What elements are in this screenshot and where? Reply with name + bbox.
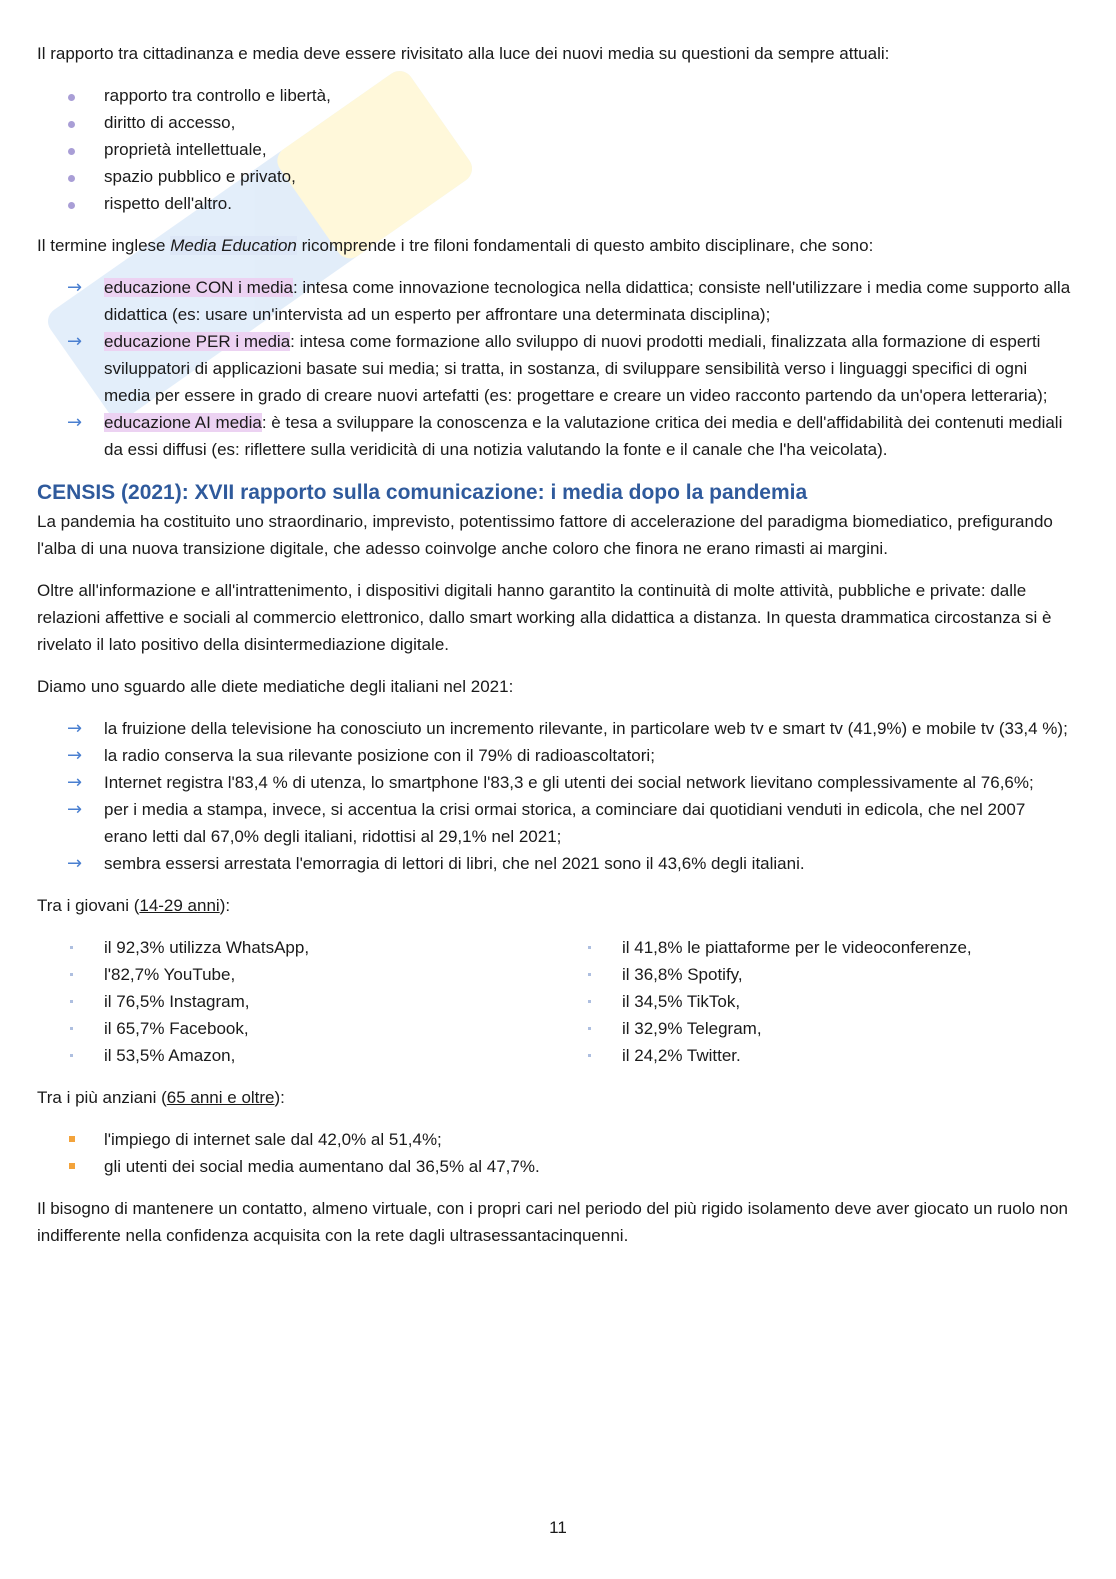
list-item: → Internet registra l'83,4 % di utenza, lo smartphone l'83,3 e gli utenti dei social network lievitano complessivamente al 76,6%; bbox=[37, 769, 1073, 796]
diete-list bbox=[37, 715, 1073, 877]
list-item: il 53,5% Amazon, bbox=[37, 1042, 555, 1069]
list-item: gli utenti dei social media aumentano dal 36,5% al 47,7%. bbox=[37, 1153, 1073, 1180]
arrow-right-icon: → bbox=[67, 331, 83, 352]
list-item: il 65,7% Facebook, bbox=[37, 1015, 555, 1042]
list-item: → educazione CON i media: intesa come innovazione tecnologica nella didattica; consiste nell'utilizzare i media come supporto alla didattica (es: usare un'intervista ad un esperto per affrontare una determinata disciplina); bbox=[37, 274, 1073, 328]
list-item: l'82,7% YouTube, bbox=[37, 961, 555, 988]
arrow-right-icon: → bbox=[67, 718, 83, 739]
arrow-right-icon: → bbox=[67, 745, 83, 766]
document-page bbox=[37, 40, 1073, 1264]
list-item: il 92,3% utilizza WhatsApp, bbox=[37, 934, 555, 961]
list-item: → la fruizione della televisione ha conosciuto un incremento rilevante, in particolare web tv e smart tv (41,9%) e mobile tv (33,4 %); bbox=[37, 715, 1073, 742]
arrow-right-icon: → bbox=[67, 412, 83, 433]
media-education-term: Media Education bbox=[170, 236, 297, 255]
giovani-columns bbox=[37, 934, 1073, 1069]
paragraph: La pandemia ha costituito uno straordinario, imprevisto, potentissimo fattore di accelerazione del paradigma biomediatico, prefigurando l'alba di una nuova transizione digitale, che adesso coinvolge anche coloro che finora ne erano rimasti ai margini. bbox=[37, 512, 1053, 558]
list-item: rapporto tra controllo e libertà, bbox=[37, 82, 1073, 109]
media-education-paragraph: Il termine inglese Media Education ricomprende i tre filoni fondamentali di questo ambito disciplinare, che sono: bbox=[37, 236, 874, 255]
arrow-right-icon: → bbox=[67, 277, 83, 298]
page-number: 11 bbox=[549, 1518, 567, 1537]
paragraph: Diamo uno sguardo alle diete mediatiche degli italiani nel 2021: bbox=[37, 677, 514, 696]
anziani-intro: Tra i più anziani (65 anni e oltre): bbox=[37, 1088, 285, 1107]
giovani-left-list bbox=[37, 934, 555, 1069]
list-item: rispetto dell'altro. bbox=[37, 190, 1073, 217]
arrow-right-icon: → bbox=[67, 772, 83, 793]
questions-list bbox=[37, 82, 1073, 217]
list-item: il 34,5% TikTok, bbox=[555, 988, 1073, 1015]
giovani-intro: Tra i giovani (14-29 anni): bbox=[37, 896, 231, 915]
section-heading: CENSIS (2021): XVII rapporto sulla comunicazione: i media dopo la pandemia bbox=[37, 481, 808, 504]
list-item: → educazione AI media: è tesa a sviluppare la conoscenza e la valutazione critica dei media e dell'affidabilità dei contenuti mediali da essi diffusi (es: riflettere sulla veridicità di una notizia valutando la fonte e il canale che l'ha veicolata). bbox=[37, 409, 1073, 463]
list-item: il 41,8% le piattaforme per le videoconferenze, bbox=[555, 934, 1073, 961]
intro-paragraph: Il rapporto tra cittadinanza e media deve essere rivisitato alla luce dei nuovi media su questioni da sempre attuali: bbox=[37, 44, 890, 63]
arrow-right-icon: → bbox=[67, 853, 83, 874]
list-item: diritto di accesso, bbox=[37, 109, 1073, 136]
list-item: → la radio conserva la sua rilevante posizione con il 79% di radioascoltatori; bbox=[37, 742, 1073, 769]
anziani-list bbox=[37, 1126, 1073, 1180]
list-item: → per i media a stampa, invece, si accentua la crisi ormai storica, a cominciare dai quotidiani venduti in edicola, che nel 2007 erano letti dal 67,0% degli italiani, ridottisi al 29,1% nel 2021; bbox=[37, 796, 1073, 850]
filoni-list bbox=[37, 274, 1073, 463]
list-item: il 36,8% Spotify, bbox=[555, 961, 1073, 988]
list-item: il 76,5% Instagram, bbox=[37, 988, 555, 1015]
paragraph: Oltre all'informazione e all'intrattenimento, i dispositivi digitali hanno garantito la continuità di molte attività, pubbliche e private: dalle relazioni affettive e sociali al commercio elettronico, dallo smart working alla didattica a distanza. In questa drammatica circostanza si è rivelato il lato positivo della disintermediazione digitale. bbox=[37, 581, 1052, 654]
list-item: l'impiego di internet sale dal 42,0% al 51,4%; bbox=[37, 1126, 1073, 1153]
list-item: → educazione PER i media: intesa come formazione allo sviluppo di nuovi prodotti mediali, finalizzata alla formazione di esperti sviluppatori di applicazioni basate sui media; si tratta, in sostanza, di sviluppare sensibilità verso i linguaggi specifici di ogni media per essere in grado di creare nuovi artefatti (es: progettare e creare un video racconto partendo da un'opera letteraria); bbox=[37, 328, 1073, 409]
paragraph: Il bisogno di mantenere un contatto, almeno virtuale, con i propri cari nel periodo del più rigido isolamento deve aver giocato un ruolo non indifferente nella confidenza acquisita con la rete dagli ultrasessantacinquenni. bbox=[37, 1199, 1069, 1245]
list-item: il 32,9% Telegram, bbox=[555, 1015, 1073, 1042]
list-item: proprietà intellettuale, bbox=[37, 136, 1073, 163]
giovani-right-list bbox=[555, 934, 1073, 1069]
arrow-right-icon: → bbox=[67, 799, 83, 820]
list-item: il 24,2% Twitter. bbox=[555, 1042, 1073, 1069]
list-item: → sembra essersi arrestata l'emorragia di lettori di libri, che nel 2021 sono il 43,6% degli italiani. bbox=[37, 850, 1073, 877]
list-item: spazio pubblico e privato, bbox=[37, 163, 1073, 190]
